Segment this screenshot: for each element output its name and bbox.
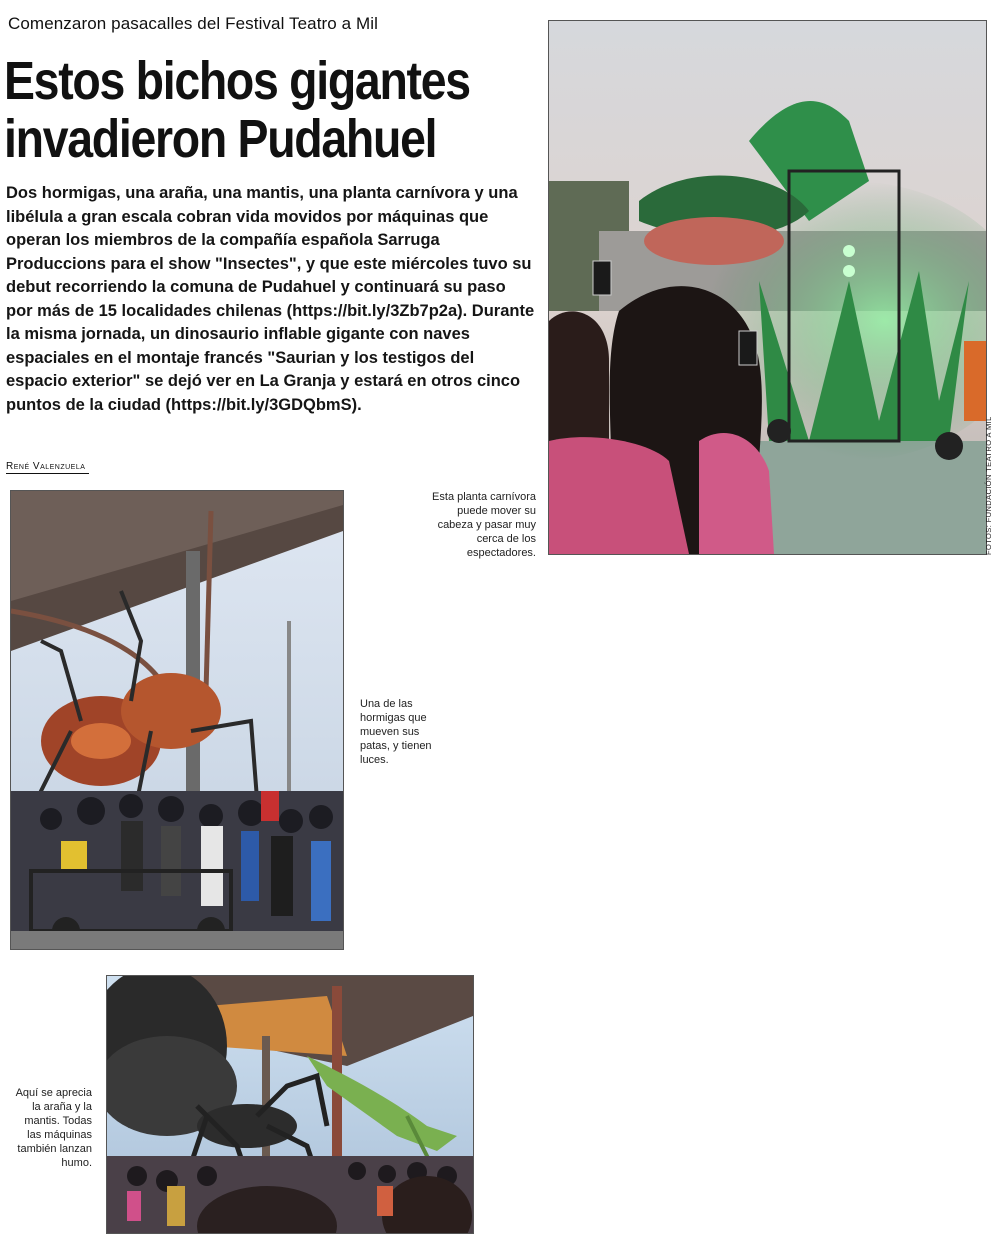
caption-ant: Una de las hormigas que mueven sus patas, y tienen luces. — [360, 698, 432, 766]
caption-spider-mantis: Aquí se aprecia la araña y la mantis. Todas las máquinas también lanzan humo. — [15, 1087, 92, 1169]
photo-credit: FOTOS: FUNDACIÓN TEATRO A MIL — [984, 416, 993, 555]
headline-line-1: Estos bichos gigantes — [4, 51, 470, 111]
caption-carnivorous-plant: Esta planta carnívora puede mover su cabeza y pasar muy cerca de los espectadores. — [432, 491, 536, 559]
headline — [4, 52, 534, 168]
photo-carnivorous-plant — [548, 20, 987, 555]
byline: René Valenzuela — [6, 461, 89, 474]
photo-ant — [10, 490, 344, 950]
headline-line-2: invadieron Pudahuel — [4, 109, 437, 169]
photo-spider-mantis — [106, 975, 474, 1234]
kicker: Comenzaron pasacalles del Festival Teatro a Mil — [8, 14, 379, 33]
lead-paragraph: Dos hormigas, una araña, una mantis, una planta carnívora y una libélula a gran escala cobran vida movidos por máquinas que operan los miembros de la compañía española Sarruga Produccions para el show "Insectes", y que este miércoles tuvo su debut recorriendo la comuna de Pudahuel y continuará su paso por más de 15 localidades chilenas (https://bit.ly/3Zb7p2a). Durante la misma jornada, un dinosaurio inflable gigante con naves espaciales en el montaje francés "Saurian y los testigos del espacio exterior" se dejó ver en La Granja y estará en otros cinco puntos de la ciudad (https://bit.ly/3GDQbmS). — [6, 184, 535, 414]
